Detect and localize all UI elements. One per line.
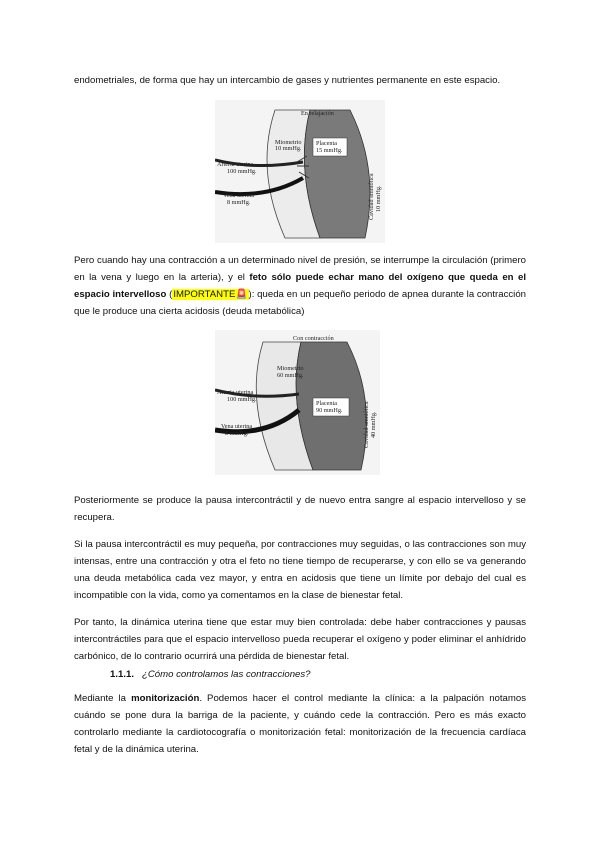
fig2-arteria-value: 100 mmHg. bbox=[227, 396, 257, 403]
fig1-title: En relajación bbox=[301, 110, 334, 117]
fig2-miometrio-value: 60 mmHg. bbox=[277, 372, 304, 379]
fig2-vena: Vena uterina bbox=[221, 423, 253, 430]
fig1-arteria: Arteria uterina bbox=[217, 161, 254, 168]
fig2-cavidad: Cavidad amniótica bbox=[363, 401, 370, 448]
fig2-arteria: Arteria uterina bbox=[217, 389, 254, 396]
figure-relaxation bbox=[215, 100, 385, 243]
fig1-placenta: Placenta bbox=[316, 140, 337, 147]
fig1-cavidad-value: 10 mmHg. bbox=[375, 185, 382, 212]
paragraph-1: endometriales, de forma que hay un intercambio de gases y nutrientes permanente en este espacio. bbox=[74, 75, 501, 86]
fig2-placenta: Placenta bbox=[316, 400, 337, 407]
paragraph-6: Mediante la monitorización. Podemos hacer el control mediante la clínica: a la palpación notamos cuándo se pone dura la barriga de la paciente, y cuándo cede la contracción. Pero es más exacto controlarlo mediante la cardiotocografía o monitorización fetal: monitorización de la frecuencia cardíaca fetal y de la dinámica uterina. bbox=[74, 693, 526, 755]
fig1-arteria-value: 100 mmHg. bbox=[227, 168, 257, 175]
fig1-placenta-value: 15 mmHg. bbox=[316, 147, 343, 154]
fig1-cavidad: Cavidad amniótica bbox=[368, 173, 375, 220]
fig2-cavidad-value: 40 mmHg. bbox=[370, 411, 377, 438]
paragraph-2: Pero cuando hay una contracción a un determinado nivel de presión, se interrumpe la circulación (primero en la vena y luego en la arteria), y el feto sólo puede echar mano del oxígeno que queda en el espacio intervelloso (IMPORTANTE🚨): queda en un pequeño periodo de apnea durante la contracción que le produce una cierta acidosis (deuda metabólica) bbox=[74, 255, 526, 317]
fig1-vena-value: 8 mmHg. bbox=[227, 199, 251, 206]
siren-icon: 🚨 bbox=[235, 289, 248, 300]
paragraph-5: Por tanto, la dinámica uterina tiene que estar muy bien controlada: debe haber contracciones y pausas intercontráctiles para que el espacio intervelloso pueda recuperar el oxígeno y poder eliminar el anhídrido carbónico, de lo contrario ocurrirá una pérdida de bienestar fetal. bbox=[74, 617, 526, 662]
fig2-title: Con contracción bbox=[293, 335, 334, 342]
fig2-vena-value: 8 mmHg. bbox=[225, 430, 249, 437]
fig1-vena: Vena uterina bbox=[223, 192, 255, 199]
fig1-miometrio-value: 10 mmHg. bbox=[275, 145, 302, 152]
fig1-miometrio: Miometrio bbox=[275, 139, 302, 146]
fig2-miometrio: Miometrio bbox=[277, 365, 304, 372]
figure-contraction bbox=[215, 330, 380, 475]
important-highlight: IMPORTANTE🚨 bbox=[173, 289, 248, 300]
paragraph-3: Posteriormente se produce la pausa intercontráctil y de nuevo entra sangre al espacio intervelloso y se recupera. bbox=[74, 495, 526, 523]
section-heading: 1.1.1. ¿Cómo controlamos las contracciones? bbox=[110, 669, 311, 680]
paragraph-4: Si la pausa intercontráctil es muy pequeña, por contracciones muy seguidas, o las contracciones son muy intensas, entre una contracción y otra el feto no tiene tiempo de recuperarse, y con ello se va generando una deuda metabólica cada vez mayor, y entra en acidosis que tiene un límite por debajo del cual es incompatible con la vida, como ya comentamos en la clase de bienestar fetal. bbox=[74, 539, 526, 601]
fig2-placenta-value: 90 mmHg. bbox=[316, 407, 343, 414]
